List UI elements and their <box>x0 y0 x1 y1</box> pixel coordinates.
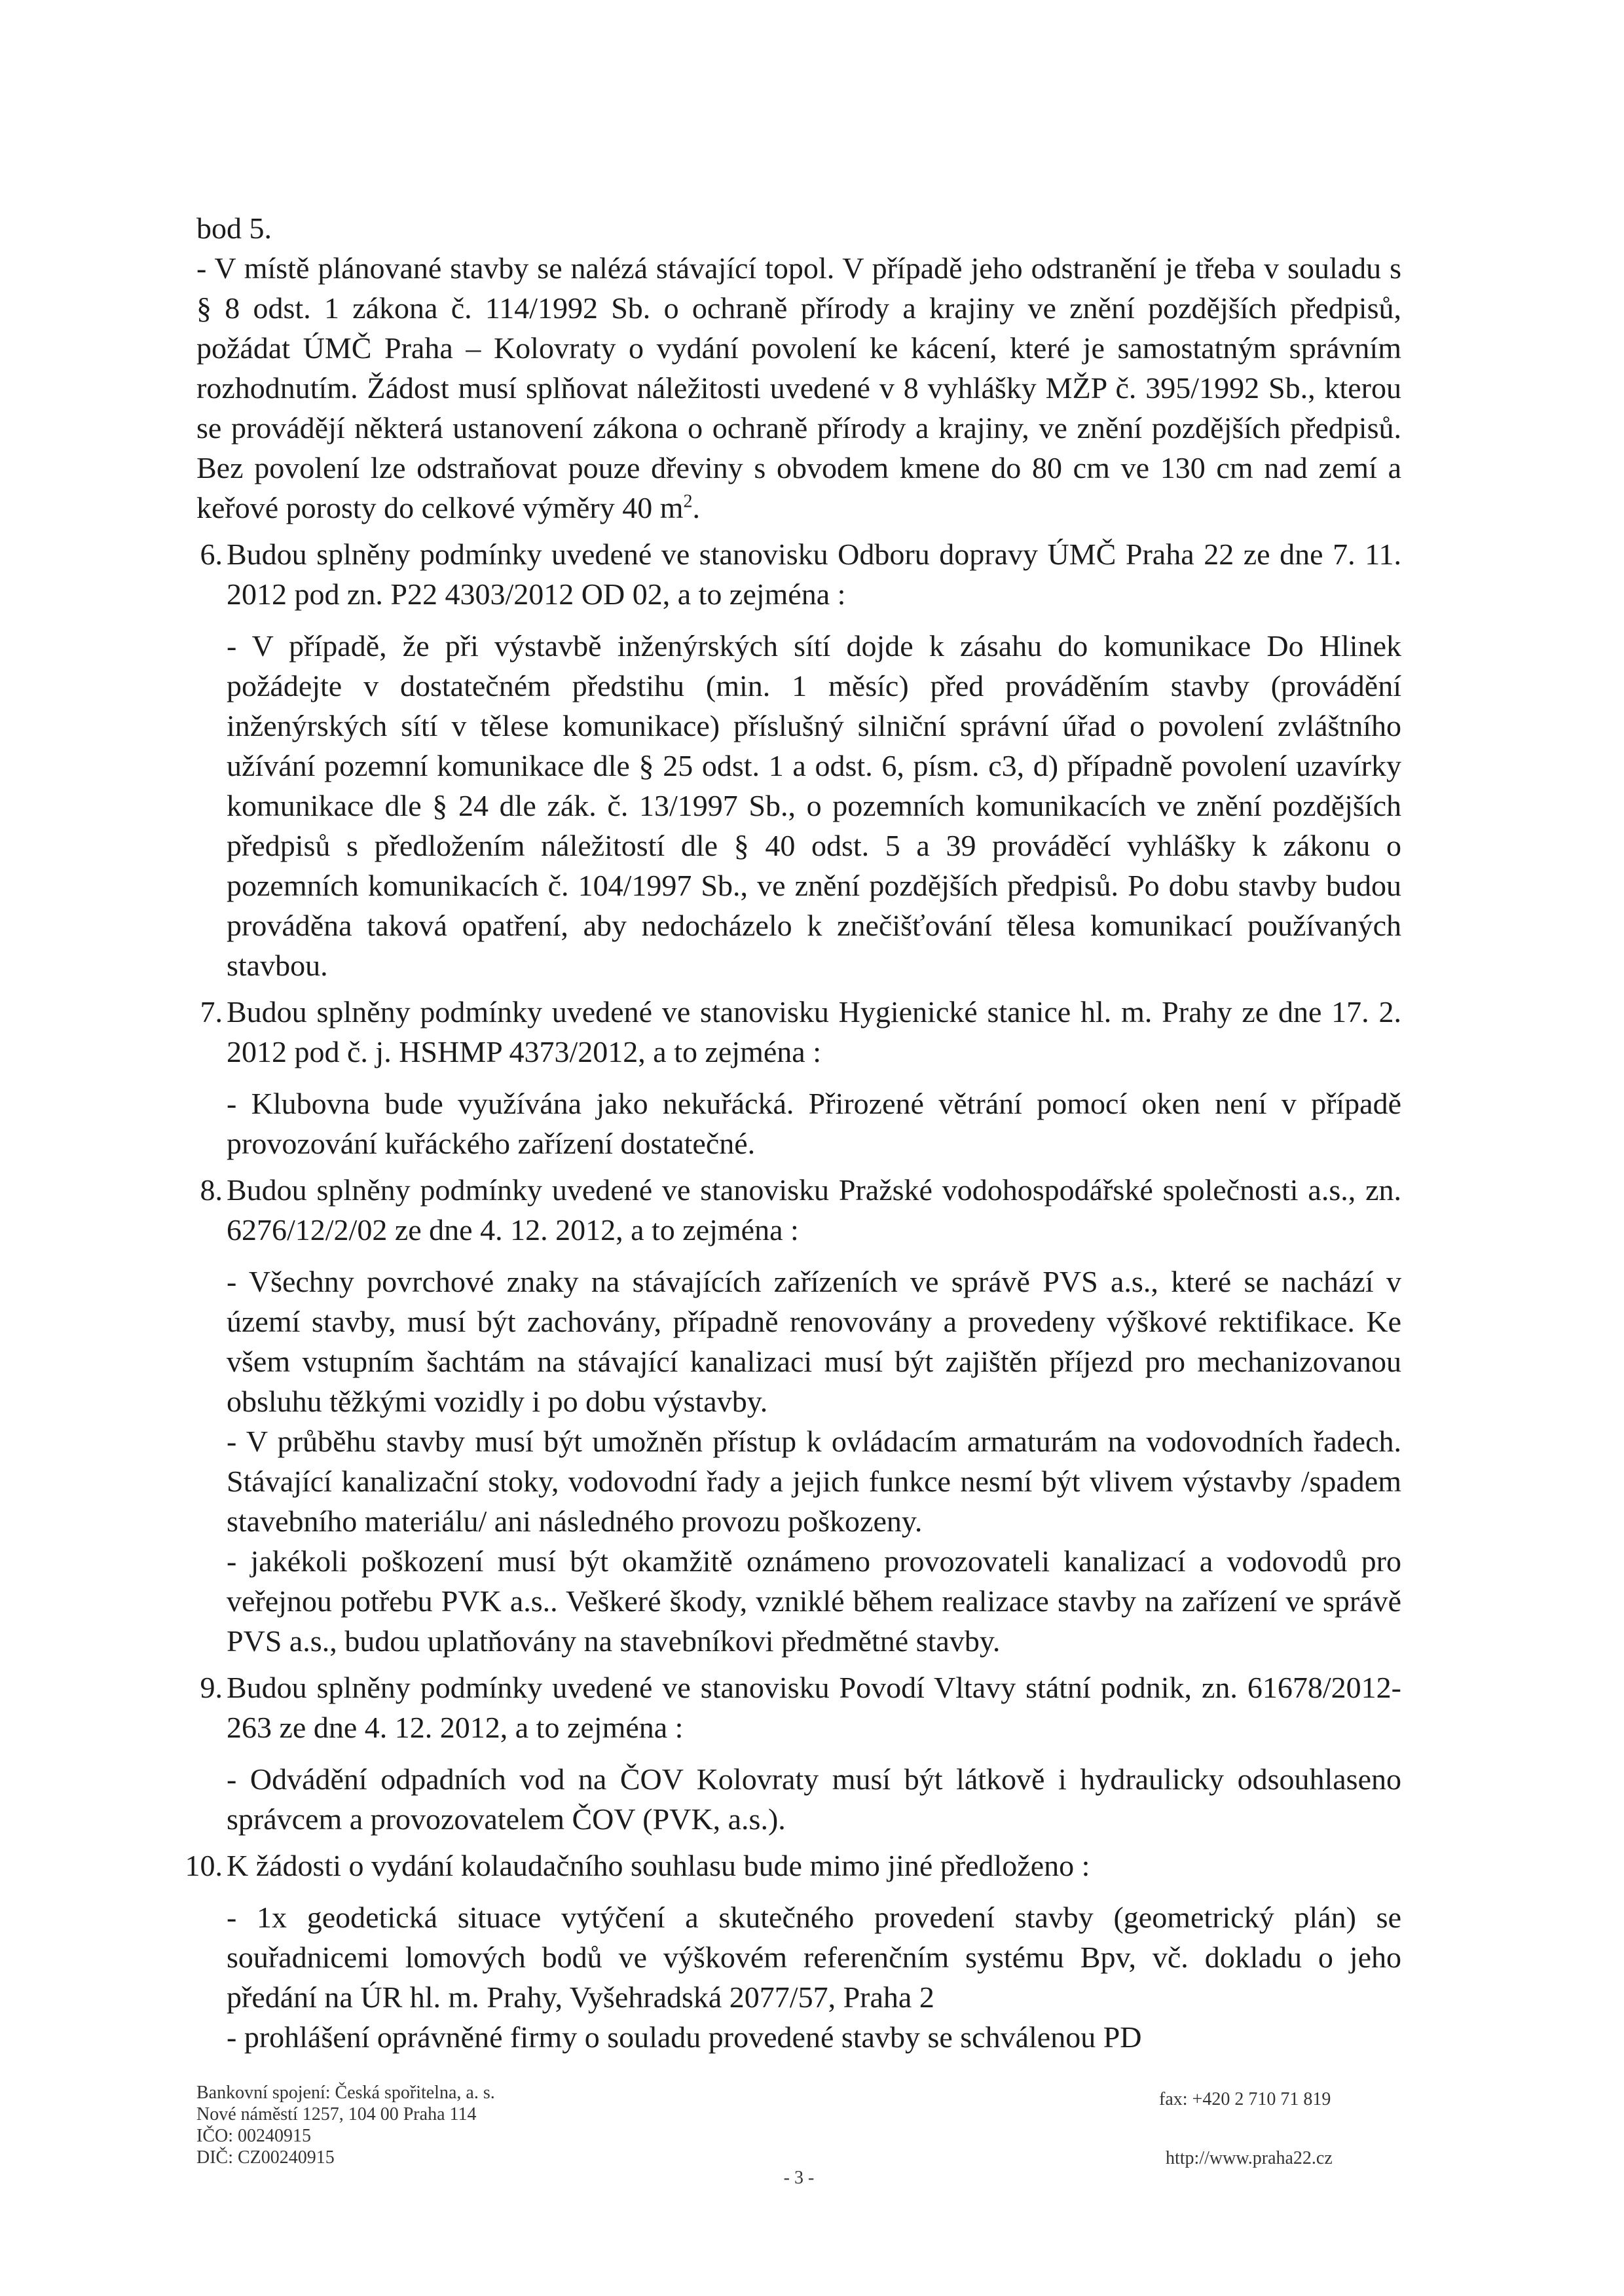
footer-bank-line: Bankovní spojení: Česká spořitelna, a. s. <box>196 2083 495 2103</box>
footer-dic-line: DIČ: CZ00240915 <box>196 2147 335 2168</box>
footer-url: http://www.praha22.cz <box>1166 2148 1333 2168</box>
tree-paragraph-end: . <box>692 491 700 524</box>
item-sub-paragraph: - Odvádění odpadních vod na ČOV Kolovraty musí být látkově i hydraulicky odsouhlaseno správcem a provozovatelem ČOV (PVK, a.s.). <box>227 1762 1401 1836</box>
item-sub-paragraph: - V případě, že při výstavbě inženýrských sítí dojde k zásahu do komunikace Do Hlinek požádejte v dostatečném předstihu (min. 1 měsíc) před prováděním stavby (provádění inženýrských sítí v tělese komunikace) příslušný silniční správní úřad o povolení zvláštního užívání pozemní komunikace dle § 25 odst. 1 a odst. 6, písm. c3, d) případně povolení uzavírky komunikace dle § 24 dle zák. č. 13/1997 Sb., o pozemních komunikacích ve znění pozdějších předpisů s předložením náležitostí dle § 40 odst. 5 a 39 prováděcí vyhlášky k zákonu o pozemních komunikacích č. 104/1997 Sb., ve znění pozdějších předpisů. Po dobu stavby budou prováděna taková opatření, aby nedocházelo k znečišťování tělesa komunikací používaných stavbou. <box>227 629 1401 982</box>
tree-paragraph-superscript: 2 <box>683 491 693 512</box>
condition-item-9 <box>196 1667 1401 1839</box>
item-heading: Budou splněny podmínky uvedené ve stanovisku Odboru dopravy ÚMČ Praha 22 ze dne 7. 11. 2012 pod zn. P22 4303/2012 OD 02, a to zejména : <box>227 538 1401 611</box>
tree-paragraph <box>196 248 1401 528</box>
item-sub-paragraph: - Všechny povrchové znaky na stávajících zařízeních ve správě PVS a.s., které se nachází v území stavby, musí být zachovány, případně renovovány a provedeny výškové rektifikace. Ke všem vstupním šachtám na stávající kanalizaci musí být zajištěn příjezd pro mechanizovanou obsluhu těžkými vozidly i po dobu výstavby. <box>227 1265 1401 1418</box>
item-number: 6. <box>200 538 223 571</box>
footer-bank-info <box>196 2082 655 2168</box>
condition-item-8 <box>196 1170 1401 1661</box>
item-heading: Budou splněny podmínky uvedené ve stanovisku Povodí Vltavy státní podnik, zn. 61678/2012-263 ze dne 4. 12. 2012, a to zejména : <box>227 1671 1401 1744</box>
footer-ico-line: IČO: 00240915 <box>196 2126 311 2146</box>
condition-item-7 <box>196 992 1401 1163</box>
condition-item-10 <box>185 1846 1401 2057</box>
page-footer <box>196 2082 1428 2188</box>
footer-fax: fax: +420 2 710 71 819 <box>1159 2089 1331 2109</box>
page-number: - 3 - <box>783 2168 815 2188</box>
item-heading: K žádosti o vydání kolaudačního souhlasu bude mimo jiné předloženo : <box>227 1849 1090 1882</box>
document-body <box>185 208 1401 2057</box>
footer-address-line: Nové náměstí 1257, 104 00 Praha 114 <box>196 2104 477 2124</box>
item-sub-paragraph: - Klubovna bude využívána jako nekuřácká. Přirozené větrání pomocí oken není v případě provozování kuřáckého zařízení dostatečné. <box>227 1087 1401 1160</box>
item-sub-paragraph: - jakékoli poškození musí být okamžitě oznámeno provozovateli kanalizací a vodovodů pro veřejnou potřebu PVK a.s.. Veškeré škody, vzniklé během realizace stavby na zařízení ve správě PVS a.s., budou uplatňovány na stavebníkovi předmětné stavby. <box>227 1544 1401 1658</box>
item-sub-paragraph: - 1x geodetická situace vytýčení a skutečného provedení stavby (geometrický plán) se souřadnicemi lomových bodů ve výškovém referenčním systému Bpv, vč. dokladu o jeho předání na ÚR hl. m. Prahy, Vyšehradská 2077/57, Praha 2 <box>227 1901 1401 2014</box>
item-sub-paragraph: - prohlášení oprávněné firmy o souladu provedené stavby se schválenou PD <box>227 2020 1142 2054</box>
intro-line: bod 5. <box>196 211 272 245</box>
item-sub-paragraph: - V průběhu stavby musí být umožněn přístup k ovládacím armaturám na vodovodních řadech. Stávající kanalizační stoky, vodovodní řady a jejich funkce nesmí být vlivem výstavby /spadem stavebního materiálu/ ani následného provozu poškozeny. <box>227 1425 1401 1538</box>
tree-paragraph-text: - V místě plánované stavby se nalézá stávající topol. V případě jeho odstranění je třeba v souladu s § 8 odst. 1 zákona č. 114/1992 Sb. o ochraně přírody a krajiny ve znění pozdějších předpisů, požádat ÚMČ Praha – Kolovraty o vydání povolení ke kácení, které je samostatným správním rozhodnutím. Žádost musí splňovat náležitosti uvedené v 8 vyhlášky MŽP č. 395/1992 Sb., kterou se provádějí některá ustanovení zákona o ochraně přírody a krajiny, ve znění pozdějších předpisů. Bez povolení lze odstraňovat pouze dřeviny s obvodem kmene do 80 cm ve 130 cm nad zemí a keřové porosty do celkové výměry 40 m <box>196 251 1401 524</box>
item-number: 9. <box>200 1671 223 1704</box>
item-number: 8. <box>200 1173 223 1207</box>
item-heading: Budou splněny podmínky uvedené ve stanovisku Pražské vodohospodářské společnosti a.s., zn. 6276/12/2/02 ze dne 4. 12. 2012, a to zejména : <box>227 1173 1401 1247</box>
condition-item-6 <box>196 534 1401 985</box>
item-number: 10. <box>185 1849 223 1882</box>
item-number: 7. <box>200 995 223 1029</box>
item-heading: Budou splněny podmínky uvedené ve stanovisku Hygienické stanice hl. m. Prahy ze dne 17. 2. 2012 pod č. j. HSHMP 4373/2012, a to zejména : <box>227 995 1401 1068</box>
